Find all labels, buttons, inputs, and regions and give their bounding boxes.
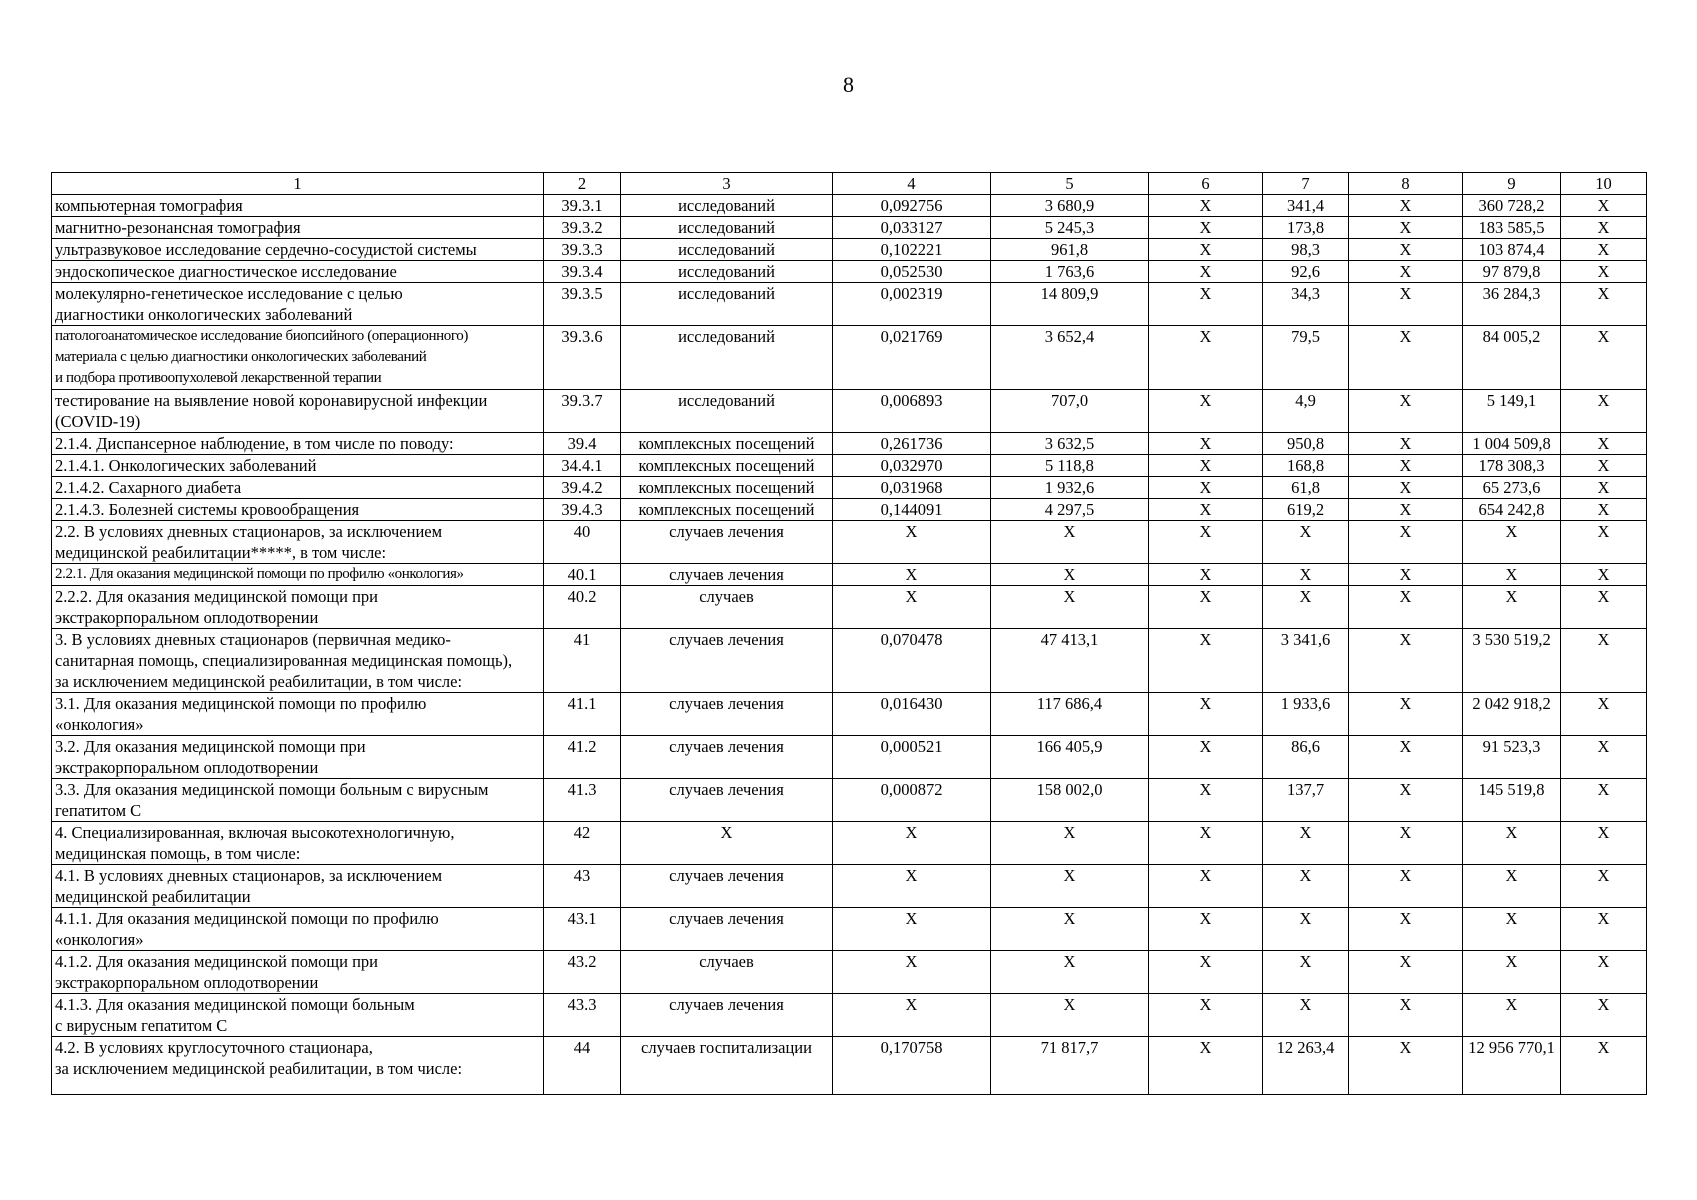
col-10-cell: Х <box>1561 455 1647 477</box>
col-5-cell: Х <box>991 586 1149 629</box>
table-row <box>52 994 1647 1037</box>
col-8-cell: Х <box>1349 390 1463 433</box>
col-name-cell: 3. В условиях дневных стационаров (первичная медико- санитарная помощь, специализированная медицинская помощь), за исключением медицинской реабилитации, в том числе: <box>52 629 544 693</box>
table-row <box>52 779 1647 822</box>
col-9-cell: Х <box>1463 822 1561 865</box>
col-9-cell: Х <box>1463 586 1561 629</box>
col-unit-cell: исследований <box>621 217 833 239</box>
col-5-cell: 117 686,4 <box>991 693 1149 736</box>
col-4-cell: Х <box>833 586 991 629</box>
col-name-cell: 3.1. Для оказания медицинской помощи по профилю «онкология» <box>52 693 544 736</box>
col-9-cell: 5 149,1 <box>1463 390 1561 433</box>
col-unit-cell: случаев лечения <box>621 736 833 779</box>
col-4-cell: Х <box>833 908 991 951</box>
col-4-cell: 0,031968 <box>833 477 991 499</box>
col-4-cell: 0,052530 <box>833 261 991 283</box>
col-7-cell: Х <box>1263 994 1349 1037</box>
header-cell-7: 7 <box>1263 173 1349 195</box>
col-8-cell: Х <box>1349 239 1463 261</box>
col-5-cell: Х <box>991 951 1149 994</box>
col-8-cell: Х <box>1349 908 1463 951</box>
col-4-cell: 0,102221 <box>833 239 991 261</box>
col-6-cell: Х <box>1149 693 1263 736</box>
col-6-cell: Х <box>1149 564 1263 586</box>
table-row <box>52 1037 1647 1095</box>
col-7-cell: Х <box>1263 865 1349 908</box>
col-7-cell: Х <box>1263 908 1349 951</box>
table-row <box>52 283 1647 326</box>
col-4-cell: 0,021769 <box>833 326 991 390</box>
col-5-cell: 14 809,9 <box>991 283 1149 326</box>
col-7-cell: 1 933,6 <box>1263 693 1349 736</box>
header-cell-10: 10 <box>1561 173 1647 195</box>
col-code-cell: 39.3.7 <box>544 390 621 433</box>
col-8-cell: Х <box>1349 477 1463 499</box>
col-7-cell: Х <box>1263 951 1349 994</box>
table-row <box>52 951 1647 994</box>
col-code-cell: 39.3.3 <box>544 239 621 261</box>
col-10-cell: Х <box>1561 822 1647 865</box>
col-4-cell: 0,092756 <box>833 195 991 217</box>
col-4-cell: 0,261736 <box>833 433 991 455</box>
col-6-cell: Х <box>1149 521 1263 564</box>
header-cell-1: 1 <box>52 173 544 195</box>
col-4-cell: 0,033127 <box>833 217 991 239</box>
col-7-cell: 79,5 <box>1263 326 1349 390</box>
table-row <box>52 629 1647 693</box>
col-10-cell: Х <box>1561 499 1647 521</box>
col-4-cell: Х <box>833 951 991 994</box>
col-10-cell: Х <box>1561 283 1647 326</box>
col-name-cell: ультразвуковое исследование сердечно-сосудистой системы <box>52 239 544 261</box>
col-8-cell: Х <box>1349 283 1463 326</box>
col-6-cell: Х <box>1149 499 1263 521</box>
col-5-cell: 3 652,4 <box>991 326 1149 390</box>
col-code-cell: 39.3.1 <box>544 195 621 217</box>
col-6-cell: Х <box>1149 239 1263 261</box>
col-name-cell: компьютерная томография <box>52 195 544 217</box>
col-unit-cell: комплексных посещений <box>621 499 833 521</box>
col-code-cell: 39.4 <box>544 433 621 455</box>
col-10-cell: Х <box>1561 908 1647 951</box>
col-code-cell: 40.2 <box>544 586 621 629</box>
col-4-cell: 0,144091 <box>833 499 991 521</box>
col-8-cell: Х <box>1349 433 1463 455</box>
col-9-cell: 12 956 770,1 <box>1463 1037 1561 1095</box>
col-6-cell: Х <box>1149 1037 1263 1095</box>
col-10-cell: Х <box>1561 195 1647 217</box>
col-10-cell: Х <box>1561 779 1647 822</box>
col-7-cell: 3 341,6 <box>1263 629 1349 693</box>
col-8-cell: Х <box>1349 693 1463 736</box>
table-body <box>52 173 1647 1095</box>
col-unit-cell: случаев <box>621 586 833 629</box>
col-code-cell: 43.2 <box>544 951 621 994</box>
col-6-cell: Х <box>1149 390 1263 433</box>
col-name-cell: эндоскопическое диагностическое исследование <box>52 261 544 283</box>
col-6-cell: Х <box>1149 326 1263 390</box>
col-code-cell: 39.4.2 <box>544 477 621 499</box>
col-9-cell: 97 879,8 <box>1463 261 1561 283</box>
table-row <box>52 477 1647 499</box>
col-4-cell: 0,032970 <box>833 455 991 477</box>
col-name-cell: молекулярно-генетическое исследование с целью диагностики онкологических заболеваний <box>52 283 544 326</box>
col-unit-cell: Х <box>621 822 833 865</box>
col-9-cell: 103 874,4 <box>1463 239 1561 261</box>
table-row <box>52 326 1647 390</box>
table-row <box>52 455 1647 477</box>
col-7-cell: 168,8 <box>1263 455 1349 477</box>
col-7-cell: Х <box>1263 586 1349 629</box>
col-10-cell: Х <box>1561 693 1647 736</box>
col-8-cell: Х <box>1349 217 1463 239</box>
col-name-cell: 4.1. В условиях дневных стационаров, за исключением медицинской реабилитации <box>52 865 544 908</box>
col-10-cell: Х <box>1561 865 1647 908</box>
col-7-cell: 61,8 <box>1263 477 1349 499</box>
col-9-cell: 91 523,3 <box>1463 736 1561 779</box>
col-9-cell: Х <box>1463 994 1561 1037</box>
col-5-cell: 166 405,9 <box>991 736 1149 779</box>
col-5-cell: 1 763,6 <box>991 261 1149 283</box>
col-code-cell: 39.3.4 <box>544 261 621 283</box>
col-9-cell: 36 284,3 <box>1463 283 1561 326</box>
col-4-cell: Х <box>833 994 991 1037</box>
col-6-cell: Х <box>1149 865 1263 908</box>
col-name-cell: 2.2. В условиях дневных стационаров, за исключением медицинской реабилитации*****, в том числе: <box>52 521 544 564</box>
col-unit-cell: исследований <box>621 326 833 390</box>
table-row <box>52 865 1647 908</box>
col-5-cell: 4 297,5 <box>991 499 1149 521</box>
col-unit-cell: комплексных посещений <box>621 455 833 477</box>
col-9-cell: 65 273,6 <box>1463 477 1561 499</box>
col-8-cell: Х <box>1349 822 1463 865</box>
col-9-cell: 654 242,8 <box>1463 499 1561 521</box>
col-5-cell: 158 002,0 <box>991 779 1149 822</box>
col-name-cell: 2.1.4.2. Сахарного диабета <box>52 477 544 499</box>
col-9-cell: Х <box>1463 564 1561 586</box>
table-row <box>52 433 1647 455</box>
col-10-cell: Х <box>1561 564 1647 586</box>
col-unit-cell: комплексных посещений <box>621 433 833 455</box>
col-9-cell: 360 728,2 <box>1463 195 1561 217</box>
table-row <box>52 390 1647 433</box>
col-10-cell: Х <box>1561 994 1647 1037</box>
col-4-cell: 0,170758 <box>833 1037 991 1095</box>
col-name-cell: патологоанатомическое исследование биопсийного (операционного) материала с целью диагностики онкологических заболеваний и подбора противоопухолевой лекарственной терапии <box>52 326 544 390</box>
col-10-cell: Х <box>1561 433 1647 455</box>
col-6-cell: Х <box>1149 455 1263 477</box>
col-code-cell: 40 <box>544 521 621 564</box>
col-7-cell: 619,2 <box>1263 499 1349 521</box>
col-name-cell: 4.1.1. Для оказания медицинской помощи по профилю «онкология» <box>52 908 544 951</box>
col-name-cell: 2.1.4.1. Онкологических заболеваний <box>52 455 544 477</box>
col-unit-cell: случаев лечения <box>621 865 833 908</box>
col-8-cell: Х <box>1349 564 1463 586</box>
col-6-cell: Х <box>1149 477 1263 499</box>
header-cell-4: 4 <box>833 173 991 195</box>
col-7-cell: 92,6 <box>1263 261 1349 283</box>
col-7-cell: 4,9 <box>1263 390 1349 433</box>
col-8-cell: Х <box>1349 586 1463 629</box>
col-5-cell: 3 632,5 <box>991 433 1149 455</box>
col-name-cell: 4. Специализированная, включая высокотехнологичную, медицинская помощь, в том числе: <box>52 822 544 865</box>
col-unit-cell: случаев лечения <box>621 521 833 564</box>
col-7-cell: 173,8 <box>1263 217 1349 239</box>
col-9-cell: 145 519,8 <box>1463 779 1561 822</box>
col-10-cell: Х <box>1561 217 1647 239</box>
col-5-cell: Х <box>991 521 1149 564</box>
col-6-cell: Х <box>1149 629 1263 693</box>
table-row <box>52 499 1647 521</box>
col-8-cell: Х <box>1349 261 1463 283</box>
col-4-cell: Х <box>833 822 991 865</box>
data-table <box>51 172 1647 1095</box>
col-10-cell: Х <box>1561 951 1647 994</box>
col-code-cell: 39.3.6 <box>544 326 621 390</box>
col-10-cell: Х <box>1561 261 1647 283</box>
col-4-cell: 0,016430 <box>833 693 991 736</box>
col-6-cell: Х <box>1149 217 1263 239</box>
col-code-cell: 41.3 <box>544 779 621 822</box>
col-10-cell: Х <box>1561 1037 1647 1095</box>
col-5-cell: 707,0 <box>991 390 1149 433</box>
col-10-cell: Х <box>1561 326 1647 390</box>
col-unit-cell: случаев лечения <box>621 629 833 693</box>
col-name-cell: 3.3. Для оказания медицинской помощи больным с вирусным гепатитом С <box>52 779 544 822</box>
col-code-cell: 43.1 <box>544 908 621 951</box>
col-8-cell: Х <box>1349 521 1463 564</box>
col-8-cell: Х <box>1349 326 1463 390</box>
col-5-cell: Х <box>991 908 1149 951</box>
col-5-cell: 961,8 <box>991 239 1149 261</box>
col-name-cell: 2.2.2. Для оказания медицинской помощи при экстракорпоральном оплодотворении <box>52 586 544 629</box>
col-5-cell: Х <box>991 865 1149 908</box>
col-unit-cell: исследований <box>621 261 833 283</box>
col-code-cell: 34.4.1 <box>544 455 621 477</box>
col-code-cell: 39.4.3 <box>544 499 621 521</box>
col-7-cell: Х <box>1263 822 1349 865</box>
col-6-cell: Х <box>1149 261 1263 283</box>
col-unit-cell: исследований <box>621 390 833 433</box>
table-row <box>52 736 1647 779</box>
col-unit-cell: комплексных посещений <box>621 477 833 499</box>
col-unit-cell: случаев лечения <box>621 994 833 1037</box>
col-4-cell: 0,000872 <box>833 779 991 822</box>
col-7-cell: Х <box>1263 564 1349 586</box>
col-7-cell: 34,3 <box>1263 283 1349 326</box>
col-8-cell: Х <box>1349 779 1463 822</box>
col-5-cell: Х <box>991 822 1149 865</box>
col-6-cell: Х <box>1149 822 1263 865</box>
header-cell-5: 5 <box>991 173 1149 195</box>
col-8-cell: Х <box>1349 629 1463 693</box>
col-7-cell: 12 263,4 <box>1263 1037 1349 1095</box>
col-code-cell: 39.3.2 <box>544 217 621 239</box>
col-10-cell: Х <box>1561 736 1647 779</box>
col-code-cell: 42 <box>544 822 621 865</box>
col-5-cell: 5 245,3 <box>991 217 1149 239</box>
col-10-cell: Х <box>1561 239 1647 261</box>
col-8-cell: Х <box>1349 195 1463 217</box>
header-cell-9: 9 <box>1463 173 1561 195</box>
col-9-cell: Х <box>1463 521 1561 564</box>
col-5-cell: 3 680,9 <box>991 195 1149 217</box>
col-10-cell: Х <box>1561 521 1647 564</box>
col-5-cell: Х <box>991 994 1149 1037</box>
header-cell-3: 3 <box>621 173 833 195</box>
col-unit-cell: случаев лечения <box>621 693 833 736</box>
table-row <box>52 693 1647 736</box>
col-code-cell: 39.3.5 <box>544 283 621 326</box>
col-10-cell: Х <box>1561 477 1647 499</box>
col-9-cell: Х <box>1463 865 1561 908</box>
table-row <box>52 564 1647 586</box>
page-number: 8 <box>843 72 854 97</box>
col-unit-cell: случаев госпитализации <box>621 1037 833 1095</box>
col-6-cell: Х <box>1149 994 1263 1037</box>
col-4-cell: 0,000521 <box>833 736 991 779</box>
col-8-cell: Х <box>1349 994 1463 1037</box>
col-9-cell: 178 308,3 <box>1463 455 1561 477</box>
col-code-cell: 41.2 <box>544 736 621 779</box>
col-9-cell: 183 585,5 <box>1463 217 1561 239</box>
col-5-cell: 5 118,8 <box>991 455 1149 477</box>
col-4-cell: Х <box>833 564 991 586</box>
table-row <box>52 195 1647 217</box>
col-8-cell: Х <box>1349 455 1463 477</box>
col-6-cell: Х <box>1149 283 1263 326</box>
table-row <box>52 521 1647 564</box>
header-cell-2: 2 <box>544 173 621 195</box>
col-6-cell: Х <box>1149 736 1263 779</box>
col-8-cell: Х <box>1349 1037 1463 1095</box>
col-6-cell: Х <box>1149 586 1263 629</box>
table-row <box>52 822 1647 865</box>
col-4-cell: 0,002319 <box>833 283 991 326</box>
col-10-cell: Х <box>1561 629 1647 693</box>
col-name-cell: 2.1.4.3. Болезней системы кровообращения <box>52 499 544 521</box>
col-name-cell: магнитно-резонансная томография <box>52 217 544 239</box>
col-unit-cell: случаев лечения <box>621 908 833 951</box>
header-cell-6: 6 <box>1149 173 1263 195</box>
header-row <box>52 173 1647 195</box>
col-name-cell: 4.1.3. Для оказания медицинской помощи больным с вирусным гепатитом С <box>52 994 544 1037</box>
col-7-cell: 341,4 <box>1263 195 1349 217</box>
col-code-cell: 40.1 <box>544 564 621 586</box>
col-code-cell: 44 <box>544 1037 621 1095</box>
col-9-cell: 1 004 509,8 <box>1463 433 1561 455</box>
col-code-cell: 43.3 <box>544 994 621 1037</box>
col-10-cell: Х <box>1561 390 1647 433</box>
col-8-cell: Х <box>1349 865 1463 908</box>
col-6-cell: Х <box>1149 779 1263 822</box>
col-name-cell: 4.1.2. Для оказания медицинской помощи при экстракорпоральном оплодотворении <box>52 951 544 994</box>
col-unit-cell: исследований <box>621 239 833 261</box>
col-6-cell: Х <box>1149 908 1263 951</box>
table-row <box>52 239 1647 261</box>
col-unit-cell: случаев лечения <box>621 564 833 586</box>
col-9-cell: 2 042 918,2 <box>1463 693 1561 736</box>
col-4-cell: Х <box>833 521 991 564</box>
col-6-cell: Х <box>1149 195 1263 217</box>
col-9-cell: 84 005,2 <box>1463 326 1561 390</box>
col-7-cell: Х <box>1263 521 1349 564</box>
col-code-cell: 43 <box>544 865 621 908</box>
col-5-cell: 71 817,7 <box>991 1037 1149 1095</box>
table-row <box>52 586 1647 629</box>
col-unit-cell: случаев <box>621 951 833 994</box>
col-4-cell: Х <box>833 865 991 908</box>
col-name-cell: тестирование на выявление новой коронавирусной инфекции (COVID-19) <box>52 390 544 433</box>
col-9-cell: Х <box>1463 908 1561 951</box>
col-unit-cell: случаев лечения <box>621 779 833 822</box>
col-unit-cell: исследований <box>621 195 833 217</box>
col-code-cell: 41.1 <box>544 693 621 736</box>
col-5-cell: 47 413,1 <box>991 629 1149 693</box>
table-row <box>52 261 1647 283</box>
col-code-cell: 41 <box>544 629 621 693</box>
col-4-cell: 0,006893 <box>833 390 991 433</box>
col-7-cell: 137,7 <box>1263 779 1349 822</box>
col-name-cell: 3.2. Для оказания медицинской помощи при экстракорпоральном оплодотворении <box>52 736 544 779</box>
col-6-cell: Х <box>1149 951 1263 994</box>
col-9-cell: 3 530 519,2 <box>1463 629 1561 693</box>
col-6-cell: Х <box>1149 433 1263 455</box>
col-9-cell: Х <box>1463 951 1561 994</box>
col-8-cell: Х <box>1349 499 1463 521</box>
col-unit-cell: исследований <box>621 283 833 326</box>
col-10-cell: Х <box>1561 586 1647 629</box>
table-row <box>52 217 1647 239</box>
col-name-cell: 4.2. В условиях круглосуточного стационара, за исключением медицинской реабилитации, в том числе: <box>52 1037 544 1095</box>
col-7-cell: 86,6 <box>1263 736 1349 779</box>
header-cell-8: 8 <box>1349 173 1463 195</box>
col-7-cell: 950,8 <box>1263 433 1349 455</box>
col-8-cell: Х <box>1349 951 1463 994</box>
col-5-cell: 1 932,6 <box>991 477 1149 499</box>
col-4-cell: 0,070478 <box>833 629 991 693</box>
col-8-cell: Х <box>1349 736 1463 779</box>
table-row <box>52 908 1647 951</box>
col-7-cell: 98,3 <box>1263 239 1349 261</box>
col-5-cell: Х <box>991 564 1149 586</box>
col-name-cell: 2.1.4. Диспансерное наблюдение, в том числе по поводу: <box>52 433 544 455</box>
col-name-cell: 2.2.1. Для оказания медицинской помощи по профилю «онкология» <box>52 564 544 586</box>
